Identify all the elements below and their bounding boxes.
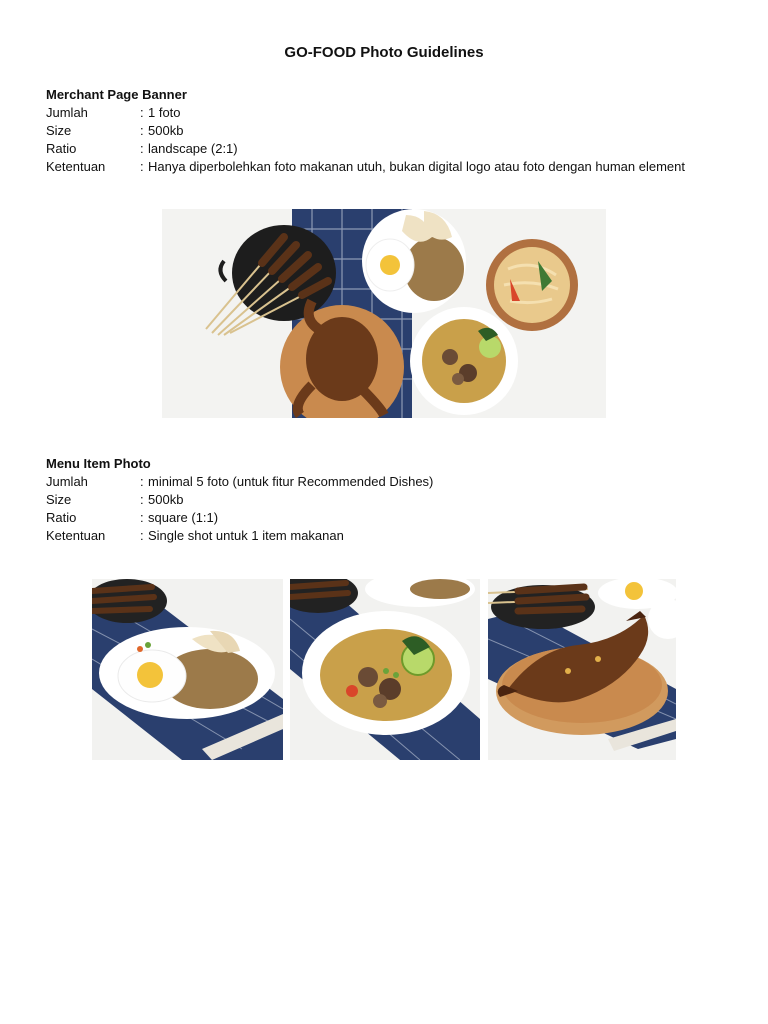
merchant-banner-section	[46, 86, 726, 176]
fried-rice-egg-photo	[92, 579, 283, 760]
spec-value: Single shot untuk 1 item makanan	[148, 528, 344, 543]
spec-separator: :	[140, 510, 144, 525]
spec-row-size	[46, 491, 726, 509]
spec-value: 500kb	[148, 123, 184, 138]
spec-row-ketentuan	[46, 527, 726, 545]
spec-key: Ratio	[46, 510, 77, 525]
spec-separator: :	[140, 105, 144, 120]
spec-value: square (1:1)	[148, 510, 219, 525]
spec-row-jumlah	[46, 104, 726, 122]
spec-value: 1 foto	[148, 105, 181, 120]
food-spread-photo	[162, 209, 606, 418]
section-heading-menu: Menu Item Photo	[46, 456, 151, 471]
spec-key: Jumlah	[46, 474, 88, 489]
grilled-chicken-photo	[488, 579, 676, 760]
section-heading-merchant: Merchant Page Banner	[46, 87, 187, 102]
spec-key: Jumlah	[46, 105, 88, 120]
spec-separator: :	[140, 159, 144, 174]
spec-row-size	[46, 122, 726, 140]
spec-key: Ratio	[46, 141, 77, 156]
spec-key: Ketentuan	[46, 528, 106, 543]
soup-bowl-photo	[290, 579, 480, 760]
spec-row-ratio	[46, 140, 726, 158]
page-title: GO-FOOD Photo Guidelines	[284, 44, 484, 61]
spec-separator: :	[140, 528, 144, 543]
spec-row-ketentuan	[46, 158, 726, 176]
spec-row-jumlah	[46, 473, 726, 491]
spec-separator: :	[140, 123, 144, 138]
menu-item-section	[46, 455, 726, 545]
spec-key: Size	[46, 123, 72, 138]
spec-separator: :	[140, 474, 144, 489]
spec-separator: :	[140, 141, 144, 156]
spec-value: landscape (2:1)	[148, 141, 238, 156]
spec-key: Ketentuan	[46, 159, 106, 174]
spec-row-ratio	[46, 509, 726, 527]
spec-value: 500kb	[148, 492, 184, 507]
spec-key: Size	[46, 492, 72, 507]
spec-separator: :	[140, 492, 144, 507]
spec-value: Hanya diperbolehkan foto makanan utuh, bukan digital logo atau foto dengan human element	[148, 159, 685, 174]
spec-value: minimal 5 foto (untuk fitur Recommended Dishes)	[148, 474, 434, 489]
